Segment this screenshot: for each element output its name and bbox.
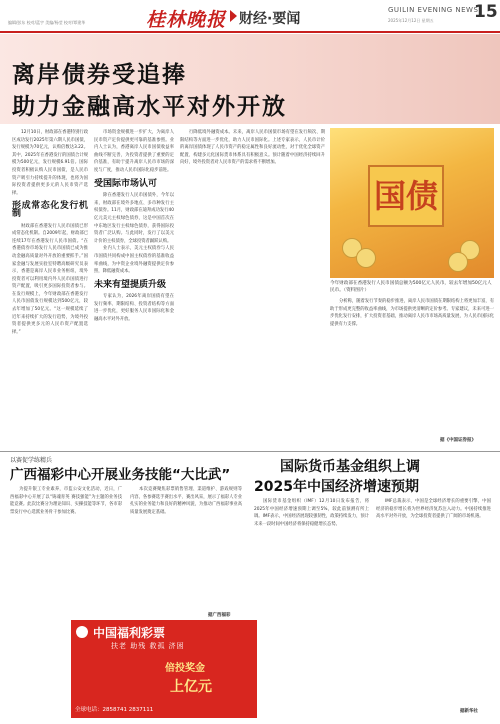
headline-line2: 助力金融高水平对外开放 xyxy=(12,94,287,120)
main-col1 xyxy=(12,129,88,445)
main-col1-intro: 12月10日，财政部在香港特别行政区成功发行2025年第六期人民币国债，发行规模为70亿元，认购倍数达3.22。其中，2025年在香港发行的国债合计规模为500亿元，发行规模6.91倍。国际投资者积极认购人民币国债，是人民币资产吸引力持续提升的体现，也将为国际投资者提供更多元的人民币资产选择。 xyxy=(12,130,88,196)
section-name: 财经·要闻 xyxy=(239,11,301,27)
page-number: 15 xyxy=(474,2,498,22)
main-col3 xyxy=(180,129,325,445)
ad-slogan: 扶老 助残 救孤 济困 xyxy=(111,642,185,650)
bond-certificate: 国债 xyxy=(368,165,444,227)
main-col4-text: 分析称，随着发行节奏的稳步推进，离岸人民币国债在期限结构上将更加丰富，有助于形成更完整的收益率曲线，为市场提供更清晰的定价参考。专家建议，未来可进一步优化发行安排，扩大投资者基础，推动离岸人民币市场高质量发展，为人民币国际化提供有力支撑。 xyxy=(330,299,494,327)
coin-icon xyxy=(356,248,376,268)
imf-col2 xyxy=(376,498,491,704)
coin-icon xyxy=(448,252,468,272)
header-rule xyxy=(0,31,500,33)
gx-text2: 本次竞赛聚焦彩票销售管理、渠道维护、游戏规则等内容，各参赛选手赛出水平、赛出风采，展示了福彩人专业扎实的业务能力和良好的精神风貌，为推动广西福彩事业高质量发展奠定基础。 xyxy=(130,487,242,515)
header-date: 2025年12月12日 星期五 xyxy=(388,18,434,23)
lottery-ad xyxy=(71,620,257,718)
main-col2 xyxy=(94,129,174,445)
section-divider xyxy=(0,451,500,452)
imf-col1 xyxy=(254,498,369,712)
subheading-2: 受国际市场认可 xyxy=(94,178,158,189)
main-col3-text: 行降低境外融资成本。未来，离岸人民币国债市场有望在发行频次、期限结构等方面进一步优化，助力人民币国际化。上述专家表示，人民币计价的离岸国债体现了人民币资产的稳定属性和良好流动性，对于优化全球资产配置、构建多元化国际货币体系具有积极意义。预计随着中国经济持续回升向好，境外投资者对人民币资产的需求将不断增加。 xyxy=(180,130,325,166)
imf-headline-line2: 2025年中国经济增速预期 xyxy=(254,479,419,495)
header-meta: 编辑/彭东 校对/蓝宇 美编/杨莹 校对/覃建华 xyxy=(8,20,86,25)
gx-col1 xyxy=(10,486,122,618)
gx-col2 xyxy=(130,486,242,610)
imf-text1: 国际货币基金组织（IMF）12月10日发布报告，将2025年中国经济增速预期上调至5%，较此前预测有所上调。IMF表示，中国经济展现较强韧性，政策持续发力，预计未来一段时间中国经济将保持稳健增长态势。 xyxy=(254,499,369,527)
english-name: GUILIN EVENING NEWS xyxy=(388,6,479,14)
gx-text1: 为提升银工专业素养，市监公安文化活动，近日，广西福彩中心开展了以“铸魂育英 赛技强能”为主题的业务技能竞赛。此次比赛分为理论知识、实操技能等环节，各市彩票发行中心选派业务骨干参加比赛。 xyxy=(10,487,122,515)
imf-text2: IMF总裁表示，中国是全球经济增长的重要引擎，中国经济的稳步增长将为世界经济复苏注入动力。中国持续推进高水平对外开放，为全球投资者提供了广阔的市场机遇。 xyxy=(376,499,491,520)
imf-credit: 据新华社 xyxy=(460,709,478,714)
main-col2-text2: 除在香港发行人民币国债外，今年以来，财政部在境外多地点、多币种发行主权债券。11月，财政部在迪拜成功发行40亿元美元主权绿色债券，这是中国首次在中东地区发行主权绿色债券，获得国际投资者广泛认购。与此同时，发行了以美元计价的主权债券，全球投资者踊跃认购。 xyxy=(94,193,174,244)
main-col1-text: 财政部在香港发行人民币国债已形成常态化机制。自2009年起，财政部已连续17年在香港发行人民币国债。“在香港债券市场发行人民币国债已成为推动金融高质量对外开放的重要抓手。”国家金融与发展实验室特聘高级研究员表示，香港是离岸人民币业务枢纽，境外投资者可以利用境内外人民币国债进行资产配置，吸引更多国际投资者参与。在发行规模上，今年财政部在香港发行人民币国债发行规模达到500亿元，较去年增加了50亿元。“这一规模延续了近年来持续扩大的发行趋势，为境外投资者提供更多元的人民币资产配置选择。” xyxy=(12,223,88,335)
ad-phone: 全球电话：2858741 2837111 xyxy=(75,707,154,713)
masthead xyxy=(146,3,346,29)
gx-tag: 以赛促学练精兵 xyxy=(10,457,53,464)
gx-headline: 广西福彩中心开展业务技能“大比武” xyxy=(10,467,231,483)
imf-headline-line1: 国际货币基金组织上调 xyxy=(280,459,420,475)
arrow-icon xyxy=(230,10,237,22)
welfare-lottery-logo-icon xyxy=(76,626,88,638)
subheading-1: 形成常态化发行机制 xyxy=(12,201,88,219)
main-credit: 据《中国证券报》 xyxy=(440,438,476,443)
subheading-3: 未来有望提质升级 xyxy=(94,279,167,290)
ad-prize: 上亿元 xyxy=(170,679,212,695)
gx-credit: 据广西福彩 xyxy=(208,613,231,618)
main-col2-text4: 专家认为，2026年离岸国债有望在发行频率、期限结构、投资者结构等方面进一步优化，更好服务人民币国际化和金融高水平对外开放。 xyxy=(94,294,174,323)
ad-brand: 中国福利彩票 xyxy=(93,626,166,640)
main-col4 xyxy=(330,298,494,436)
main-col2-text3: 业内人士表示，美元主权债券与人民币国债共同构成中国主权债券的基准收益率曲线，为中资企业境外融资提供定价参照，降低融资成本。 xyxy=(94,246,174,275)
main-col2-text1: 市场资金规模进一步扩大，为离岸人民币资产定价提供更可靠的基准参照。业内人士认为，香港离岸人民币国债收益率曲线不断完善，为投资者提供了重要的定价基准，有助于提升离岸人民币市场的深度与广度，推动人民币国际化稳步前进。 xyxy=(94,130,174,173)
ad-game: 倍投奖金 xyxy=(165,663,205,674)
figure-caption: 今年财政部在香港发行人民币国债总额为500亿元人民币，较去年增加50亿元人民币。（资料图片） xyxy=(330,281,492,293)
headline-line1: 离岸债券受追捧 xyxy=(12,62,187,88)
paper-name: 桂林晚报 xyxy=(146,9,227,31)
